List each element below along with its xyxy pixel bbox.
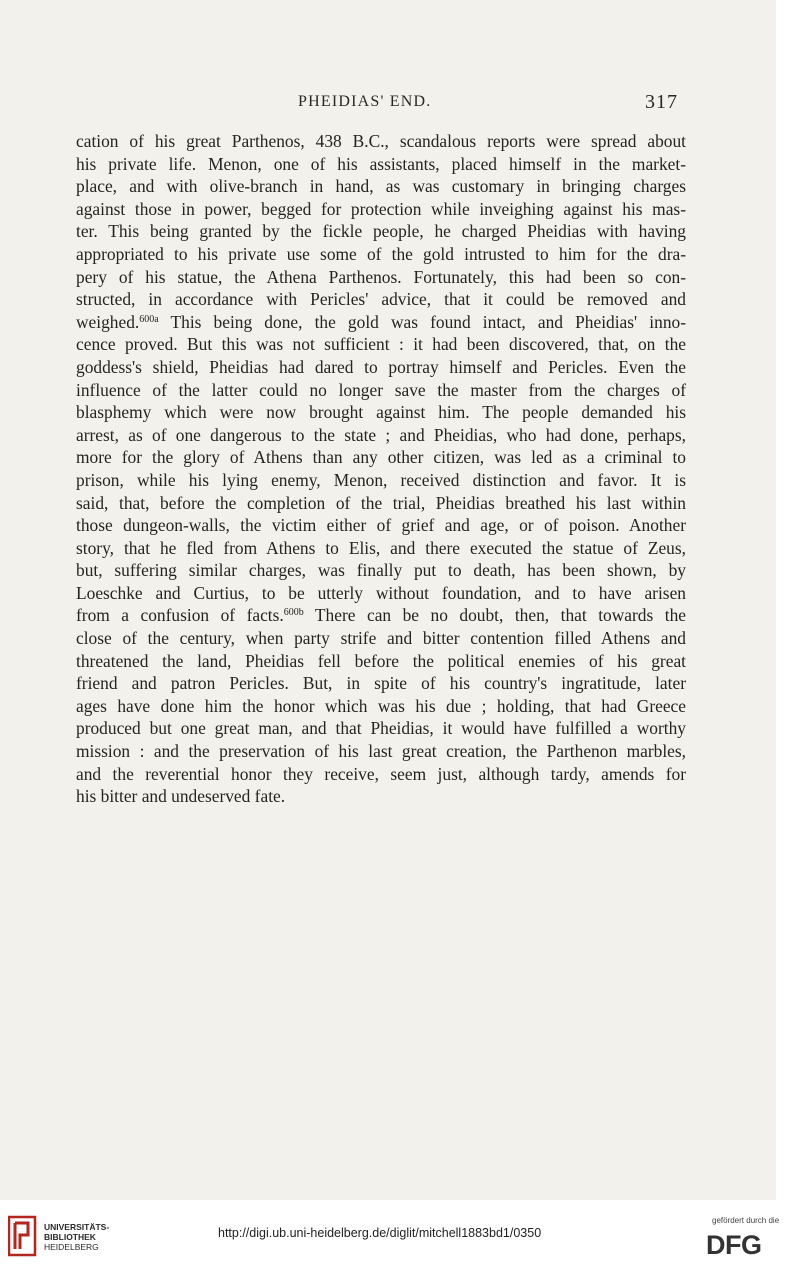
text-line: pery of his statue, the Athena Parthenos. Fortunately, this had been so con- bbox=[76, 266, 686, 287]
text-line: ter. This being granted by the fickle people, he charged Pheidias with having bbox=[76, 221, 686, 242]
text-line bbox=[76, 604, 686, 627]
source-url-link[interactable]: http://digi.ub.uni-heidelberg.de/diglit/mitchell1883bd1/0350 bbox=[218, 1226, 542, 1240]
running-header bbox=[0, 93, 776, 121]
text-line: influence of the latter could no longer save the master from the charges of bbox=[76, 379, 686, 400]
text-line: close of the century, when party strife and bitter contention filled Athens and bbox=[76, 628, 686, 649]
text-line: his bitter and undeserved fate. bbox=[76, 786, 286, 807]
text-line-segment: There can be no doubt, then, that towards the bbox=[303, 605, 686, 626]
text-line: produced but one great man, and that Pheidias, it would have fulfilled a worthy bbox=[76, 718, 686, 739]
page-number: 317 bbox=[645, 91, 678, 113]
text-line: more for the glory of Athens than any other citizen, was led as a criminal to bbox=[76, 447, 686, 468]
body-text bbox=[76, 130, 686, 808]
library-name-line3: HEIDELBERG bbox=[44, 1242, 99, 1252]
text-line: structed, in accordance with Pericles' advice, that it could be removed and bbox=[76, 289, 686, 310]
text-line-segment: This being done, the gold was found intact, and Pheidias' inno- bbox=[158, 311, 686, 332]
library-name-line1: UNIVERSITÄTS- bbox=[44, 1222, 110, 1232]
text-line: his private life. Menon, one of his assistants, placed himself in the market- bbox=[76, 153, 686, 174]
text-line: but, suffering similar charges, was finally put to death, has been shown, by bbox=[76, 560, 686, 581]
header-title: PHEIDIAS' END. bbox=[298, 93, 432, 110]
library-name-line2: BIBLIOTHEK bbox=[44, 1232, 96, 1242]
university-library-logo-icon bbox=[8, 1215, 38, 1257]
text-line: mission : and the preservation of his last great creation, the Parthenon marbles, bbox=[76, 741, 686, 762]
text-line: cence proved. But this was not sufficient : it had been discovered, that, on the bbox=[76, 334, 686, 355]
text-line: friend and patron Pericles. But, in spite of his country's ingratitude, later bbox=[76, 673, 686, 694]
text-line: against those in power, begged for protection while inveighing against his mas- bbox=[76, 198, 686, 219]
text-line: threatened the land, Pheidias fell before the political enemies of his great bbox=[76, 650, 686, 671]
text-line bbox=[76, 311, 686, 334]
text-line: arrest, as of one dangerous to the state ; and Pheidias, who had done, perhaps, bbox=[76, 424, 686, 445]
dfg-logo: DFG bbox=[706, 1230, 762, 1260]
footer-bar bbox=[0, 1200, 785, 1266]
text-line: blasphemy which were now brought against him. The people demanded his bbox=[76, 402, 686, 423]
text-line: ages have done him the honor which was his due ; holding, that had Greece bbox=[76, 695, 686, 716]
text-line: Loeschke and Curtius, to be utterly without foundation, and to have arisen bbox=[76, 582, 686, 603]
text-line-segment: from a confusion of facts. bbox=[76, 605, 284, 626]
footnote-reference: 600a bbox=[139, 313, 159, 325]
footnote-reference: 600b bbox=[283, 607, 304, 619]
text-line: story, that he fled from Athens to Elis, and there executed the statue of Zeus, bbox=[76, 537, 686, 558]
funding-label: gefördert durch die bbox=[712, 1216, 780, 1225]
text-line: appropriated to his private use some of the gold intrusted to him for the dra- bbox=[76, 243, 686, 264]
text-line: goddess's shield, Pheidias had dared to portray himself and Pericles. Even the bbox=[76, 356, 686, 377]
text-line: place, and with olive-branch in hand, as was customary in bringing charges bbox=[76, 176, 686, 197]
library-name bbox=[44, 1222, 109, 1252]
text-line: prison, while his lying enemy, Menon, received distinction and favor. It is bbox=[76, 469, 686, 490]
text-line-segment: weighed. bbox=[76, 311, 140, 332]
text-line: said, that, before the completion of the trial, Pheidias breathed his last within bbox=[76, 492, 686, 513]
text-line: those dungeon-walls, the victim either of grief and age, or of poison. Another bbox=[76, 515, 686, 536]
text-line: cation of his great Parthenos, 438 B.C., scandalous reports were spread about bbox=[76, 131, 686, 151]
text-line: and the reverential honor they receive, seem just, although tardy, amends for bbox=[76, 763, 686, 784]
